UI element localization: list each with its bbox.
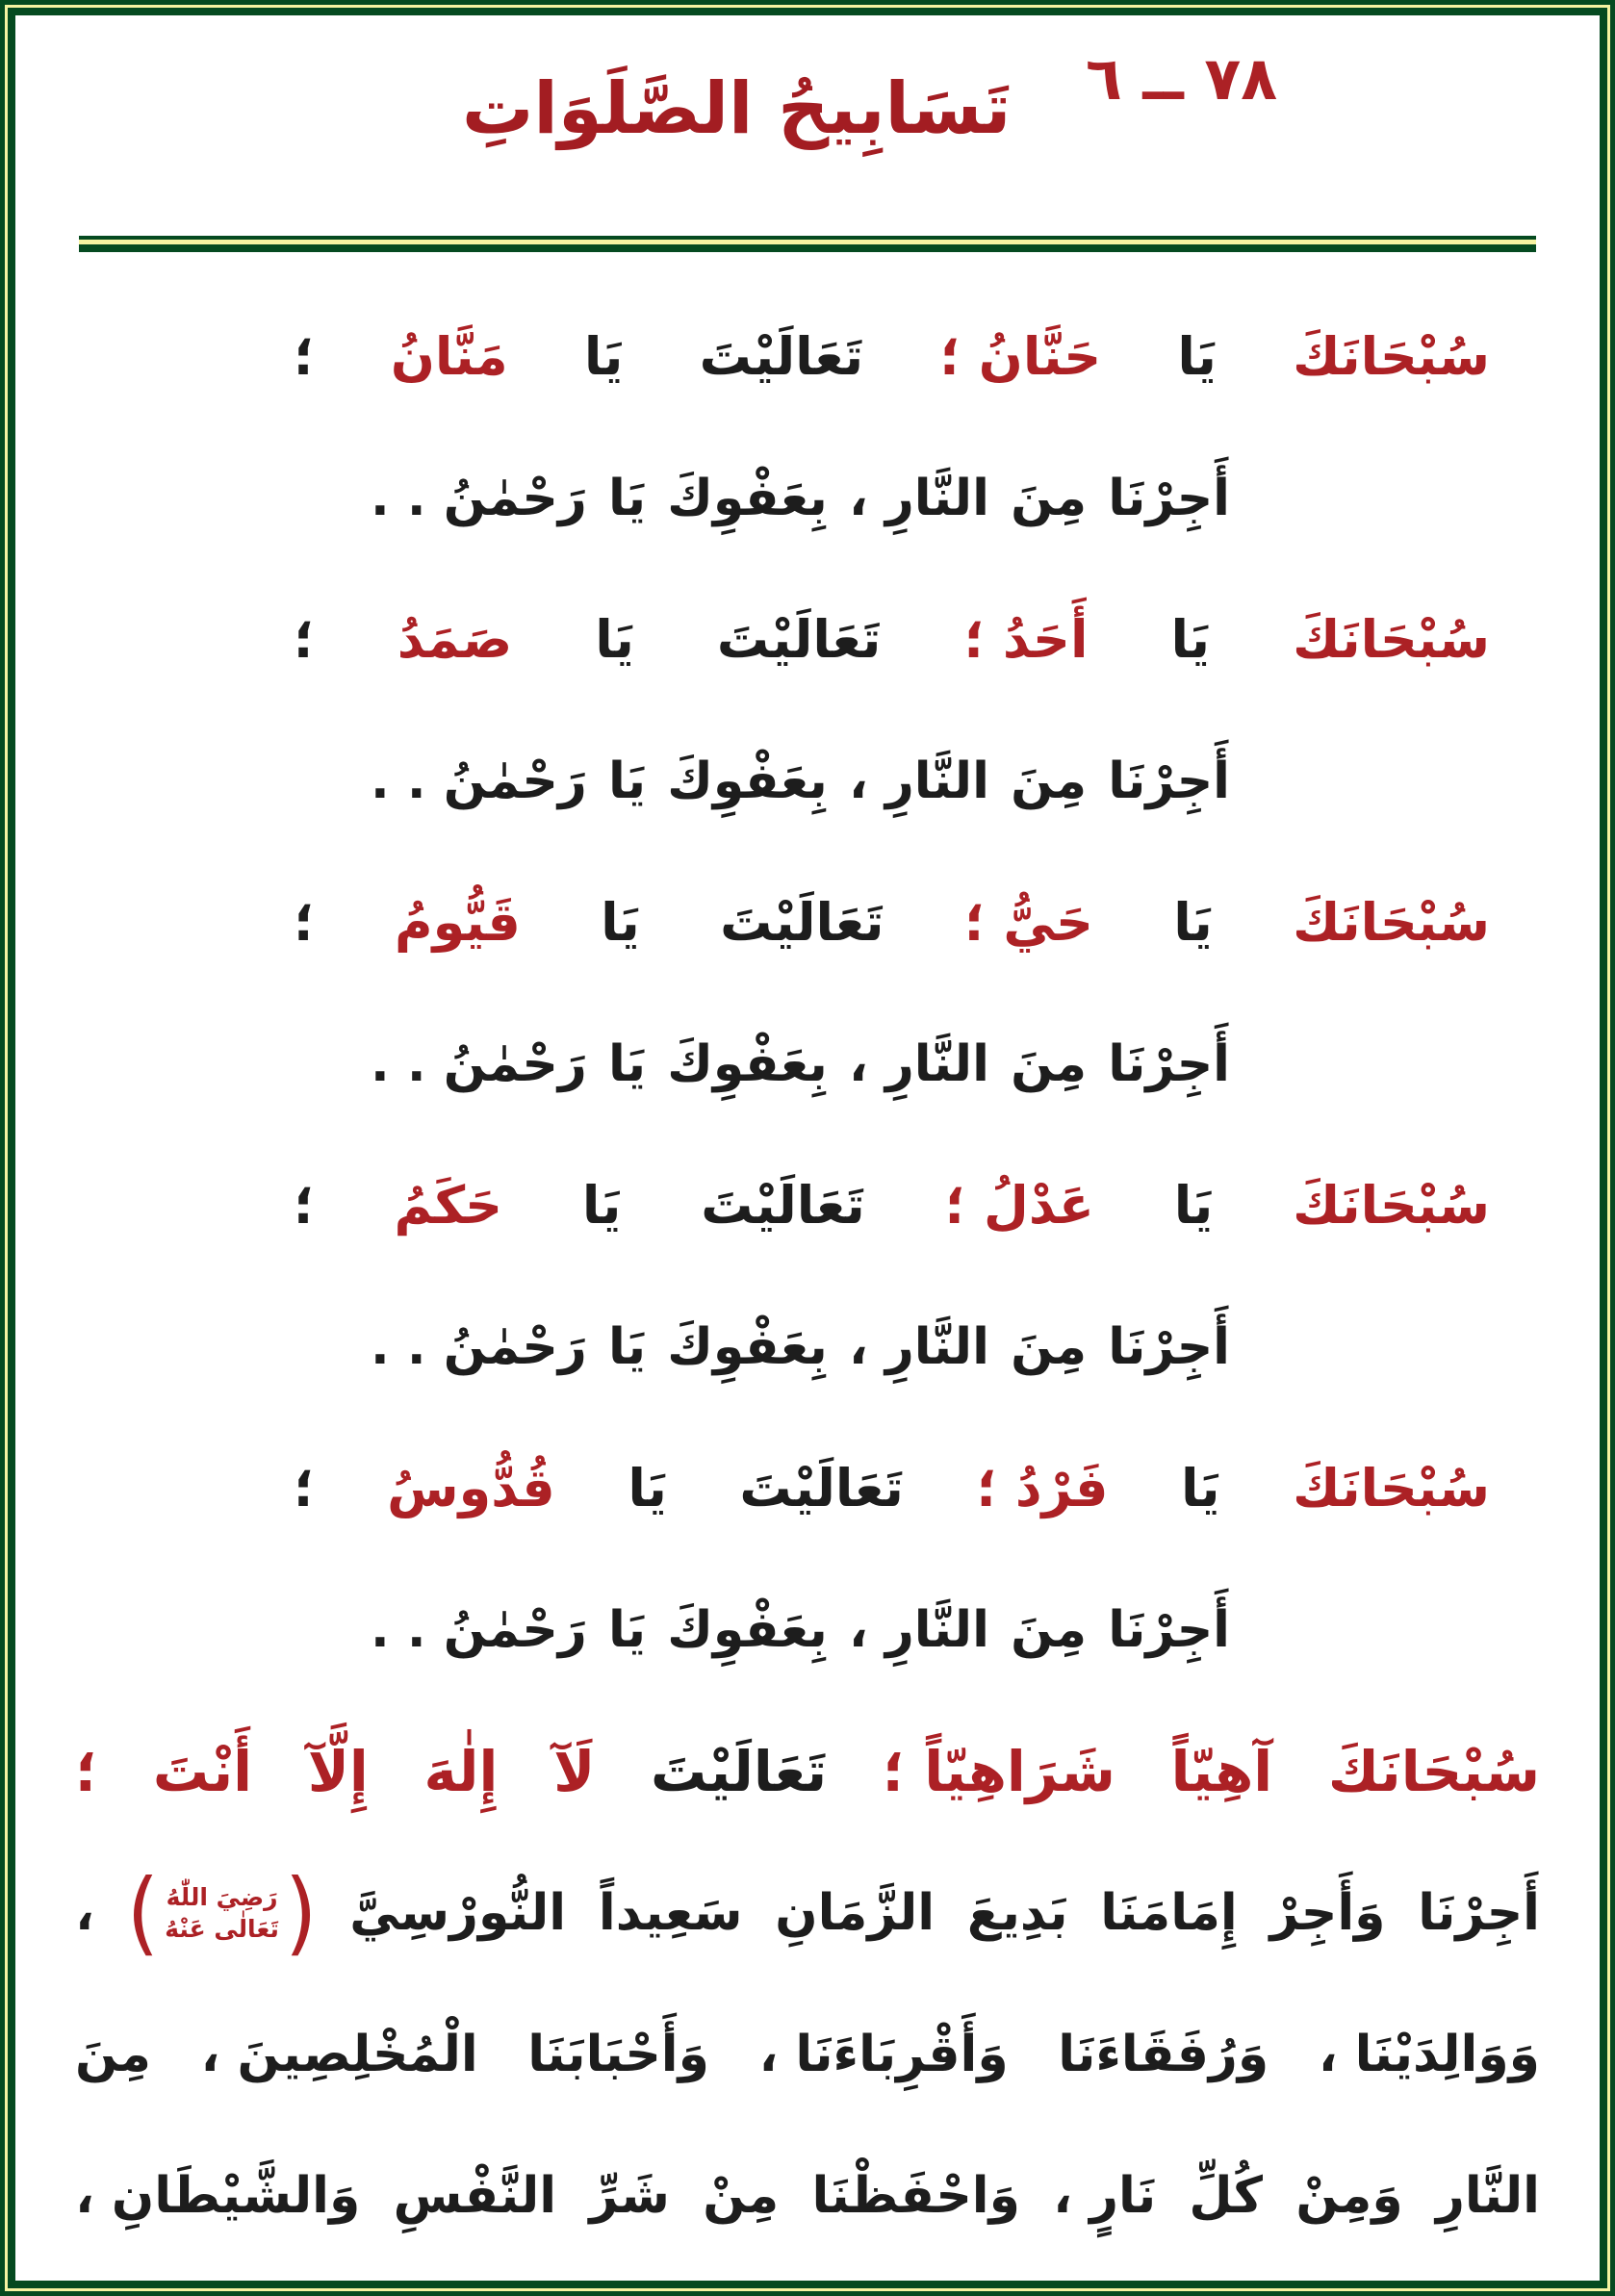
word: أَجِرْنَا: [1418, 1883, 1540, 1942]
word: لَآ: [553, 1738, 596, 1804]
word: آهِيّاً: [1170, 1738, 1273, 1804]
word: سُبْحَانَكَ: [1327, 1738, 1540, 1804]
text-line-response: [0, 1276, 1615, 1417]
word: أَجِرْنَا: [1108, 752, 1230, 810]
word: وَمِنْ: [1295, 2166, 1403, 2225]
word: ،: [75, 1883, 94, 1942]
word: أَجِرْنَا: [1108, 1317, 1230, 1376]
word: وَأَجِرْ: [1269, 1883, 1386, 1942]
word: النَّارِ ،: [849, 469, 989, 527]
word: ؛: [294, 1458, 315, 1518]
word: مَنَّانُ: [390, 326, 508, 387]
word: عَدْلُ ؛: [944, 1175, 1094, 1236]
word: يَا: [608, 469, 647, 527]
word: تَعَالَيْتَ: [650, 1738, 828, 1804]
word: قُدُّوسُ: [387, 1458, 555, 1518]
word: سُبْحَانَكَ: [1293, 1458, 1490, 1518]
word: يَا: [1177, 326, 1217, 387]
word: تَعَالَيْتَ: [701, 1175, 865, 1236]
word: وَرُفَقَاءَنَا: [1058, 2025, 1269, 2083]
word: يَا: [608, 1600, 647, 1659]
word: يَا: [1170, 609, 1211, 670]
word: تَعَالَيْتَ: [739, 1458, 904, 1518]
page-header: [0, 0, 1615, 236]
word: صَمَدُ: [397, 609, 513, 670]
word: يَا: [628, 1458, 667, 1518]
word: الْمُخْلِصِينَ ،: [200, 2025, 478, 2083]
text-line-response: [0, 710, 1615, 852]
word: ؛: [75, 1738, 98, 1804]
text-line-response: [0, 993, 1615, 1135]
word: رَحْمٰنُ . .: [371, 469, 587, 527]
word: سُبْحَانَكَ: [1293, 892, 1490, 953]
word: يَا: [608, 1034, 647, 1093]
word: يَا: [581, 1175, 622, 1236]
word: النَّارِ ،: [849, 1034, 989, 1093]
word: يَا: [608, 1317, 647, 1376]
text-line-tasbih: [0, 1135, 1615, 1276]
word: مِنَ: [1011, 469, 1088, 527]
word: وَأَقْرِبَاءَنَا ،: [758, 2025, 1009, 2083]
text-line-tasbih: [0, 569, 1615, 710]
word: أَجِرْنَا: [1108, 1600, 1230, 1659]
word: فَرْدُ ؛: [976, 1458, 1109, 1518]
word: حَكَمُ: [394, 1175, 503, 1236]
text-line-response: [0, 427, 1615, 569]
word: أَحَدُ ؛: [963, 609, 1089, 670]
word: تَعَالَيْتَ: [720, 892, 884, 953]
text-line-para: [0, 1842, 1615, 1983]
word: وَالشَّيْطَانِ ،: [75, 2166, 361, 2225]
seal-text-line1: رَضِيَ اللّٰهُ: [166, 1882, 278, 1911]
seal-text-line2: تَعَالٰى عَنْهُ: [165, 1914, 279, 1943]
word: بَدِيعَ: [966, 1883, 1068, 1942]
seal-calligraphy: [159, 1881, 285, 1945]
word: أَجِرْنَا: [1108, 469, 1230, 527]
word: ؛: [294, 1175, 315, 1236]
word: مِنَ: [1011, 1034, 1088, 1093]
word: رَحْمٰنُ . .: [371, 1600, 587, 1659]
word: يَا: [601, 892, 640, 953]
word: النَّارِ: [1435, 2166, 1540, 2225]
word: إِلٰهَ: [423, 1738, 499, 1804]
word: يَا: [583, 326, 624, 387]
word: سُبْحَانَكَ: [1293, 609, 1490, 670]
word: بِعَفْوِكَ: [667, 1034, 828, 1093]
word: شَرِّ: [589, 2166, 670, 2225]
word: مِنَ: [1011, 1600, 1088, 1659]
word: يَا: [608, 752, 647, 810]
word: كُلِّ: [1189, 2166, 1264, 2225]
word: أَجِرْنَا: [1108, 1034, 1230, 1093]
word: إِمَامَنَا: [1100, 1883, 1238, 1942]
radiallahu-anhu-seal: [126, 1859, 318, 1966]
word: بِعَفْوِكَ: [667, 469, 828, 527]
word: بِعَفْوِكَ: [667, 752, 828, 810]
word: النَّارِ ،: [849, 1600, 989, 1659]
header-divider-rule: [79, 236, 1536, 252]
text-line-tasbih: [0, 852, 1615, 993]
word: رَحْمٰنُ . .: [371, 1034, 587, 1093]
word: النُّورْسِيَّ: [349, 1883, 567, 1942]
word: بِعَفْوِكَ: [667, 1317, 828, 1376]
word: رَحْمٰنُ . .: [371, 1317, 587, 1376]
word: الزَّمَانِ: [775, 1883, 936, 1942]
word: مِنْ: [703, 2166, 780, 2225]
page-number: ٧٨ ــ ٦: [1086, 43, 1278, 114]
text-line-tasbih: [0, 286, 1615, 427]
seal-open-paren: (: [284, 1859, 318, 1966]
word: يَا: [1173, 892, 1213, 953]
word: سُبْحَانَكَ: [1293, 326, 1490, 387]
text-line-response: [0, 1559, 1615, 1700]
word: وَوَالِدَيْنَا ،: [1318, 2025, 1540, 2083]
word: يَا: [595, 609, 634, 670]
text-line-para: [0, 2125, 1615, 2266]
word: مِنَ: [1011, 752, 1088, 810]
word: شَرَاهِيّاً ؛: [882, 1738, 1115, 1804]
word: سُبْحَانَكَ: [1293, 1175, 1490, 1236]
word: تَعَالَيْتَ: [699, 326, 864, 387]
word: ؛: [294, 326, 315, 387]
text-line-tasbih: [0, 1417, 1615, 1559]
word: سَعِيداً: [598, 1883, 743, 1942]
word: ؛: [294, 892, 315, 953]
word: وَاحْفَظْنَا: [811, 2166, 1020, 2225]
word: مِنَ: [1011, 1317, 1088, 1376]
page-title: تَسَابِيحُ الصَّلَوَاتِ: [462, 67, 1012, 150]
word: نَارٍ ،: [1053, 2166, 1157, 2225]
word: وَأَحْبَابَنَا: [527, 2025, 709, 2083]
text-line-bold: [0, 1700, 1615, 1842]
word: تَعَالَيْتَ: [716, 609, 882, 670]
prayer-lines: [0, 286, 1615, 2266]
word: النَّارِ ،: [849, 1317, 989, 1376]
word: يَا: [1181, 1458, 1220, 1518]
word: بِعَفْوِكَ: [667, 1600, 828, 1659]
word: حَيُّ ؛: [963, 892, 1093, 953]
word: النَّارِ ،: [849, 752, 989, 810]
word: مِنَ: [75, 2025, 152, 2083]
word: قَيُّومُ: [395, 892, 521, 953]
word: أَنْتَ: [152, 1738, 252, 1804]
word: إِلَّآ: [307, 1738, 369, 1804]
seal-close-paren: ): [126, 1859, 160, 1966]
word: يَا: [1173, 1175, 1214, 1236]
word: حَنَّانُ ؛: [939, 326, 1102, 387]
word: ؛: [294, 609, 315, 670]
text-line-para: [0, 1983, 1615, 2125]
word: رَحْمٰنُ . .: [371, 752, 587, 810]
word: النَّفْسِ: [393, 2166, 557, 2225]
